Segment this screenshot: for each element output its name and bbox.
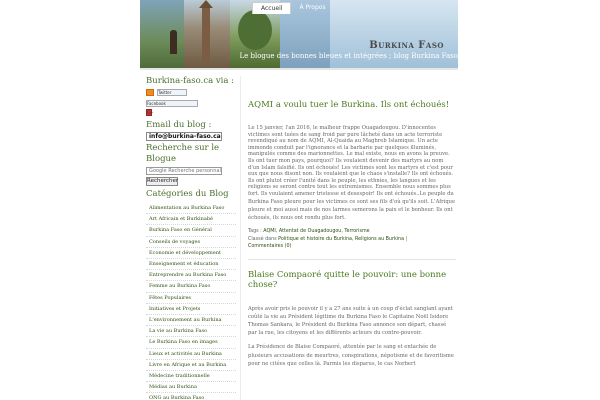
- category-item[interactable]: Initiatives et Projets: [146, 304, 236, 315]
- post-categories[interactable]: Politique et histoire du Burkina, Religions au Burkina: [278, 236, 405, 242]
- category-item[interactable]: Médecine traditionnelle: [146, 371, 236, 382]
- tags-label: Tags :: [248, 229, 262, 235]
- post-title[interactable]: AQMI a voulu tuer le Burkina. Ils ont échoués!: [248, 100, 450, 110]
- category-item[interactable]: Fêtes Populaires: [146, 293, 236, 304]
- header-photo-landscape: [140, 0, 184, 68]
- category-item[interactable]: Lieux et activités au Burkina: [146, 349, 236, 360]
- category-item[interactable]: Entreprendre au Burkina Faso: [146, 270, 236, 281]
- church-tower: [202, 6, 210, 62]
- google-plus-icon[interactable]: G+: [147, 110, 154, 115]
- tab-a-propos[interactable]: À Propos: [299, 4, 326, 11]
- category-item[interactable]: Le Burkina Faso en images: [146, 337, 236, 348]
- post-meta: Tags : AQMI, Attentat de Ouagadougou, Terrorisme Classé dans Politique et histoire du Burkina, Religions au Burkina | Commentaires (0): [248, 229, 408, 250]
- category-item[interactable]: Conseils de voyages: [146, 237, 236, 248]
- post-title[interactable]: Blaise Compaoré quitte le pouvoir: une bonne chose?: [248, 269, 447, 291]
- category-item[interactable]: Alimentation au Burkina Faso: [146, 203, 236, 214]
- email-heading: Email du blog :: [146, 120, 212, 130]
- header-photo-church: [184, 0, 230, 68]
- site-title[interactable]: Burkina Faso: [369, 40, 444, 51]
- search-input[interactable]: [146, 167, 222, 175]
- category-item[interactable]: L'environnement au Burkina: [146, 315, 236, 326]
- post-paragraph: Après avoir pris le pouvoir il y a 27 ans suite à un coup d'éclat sanglant ayant coûté la vie au Président légitime du Burkina Faso le Capitaine Noël Isidore Thomas Sankara, le Président du Burkina Faso annonce son départ, chassé par la rue, les citoyens et les différents acteurs du contre-pouvoir.: [248, 305, 453, 337]
- post-body-continued: Burkina Faso pleure pour les victimes ce sont ses fils d'où qu'ils soit. L'Afrique pleure et moi aussi mais de nos larmes semerons la paix et le bonheur. Ils ont échoués, ils nous ont rendu plus fort.: [248, 198, 456, 221]
- category-item[interactable]: Livre en Afrique et au Burkina: [146, 360, 236, 371]
- follow-heading: Burkina-faso.ca via :: [146, 76, 234, 86]
- category-item[interactable]: Enseignement et éducation: [146, 259, 236, 270]
- post-paragraph: La Présidence de Blaise Compaoré, attentée par le sang et entachée de plusieurs accusations de meurtres, conspirations, népotisme et de favoritisme pour ne citées que celles là. Parmis les disparus, le cas Norbert: [248, 344, 454, 367]
- category-item[interactable]: Femme au Burkina Faso: [146, 281, 236, 292]
- category-item[interactable]: Médias au Burkina: [146, 382, 236, 393]
- tree-shape: [238, 10, 272, 50]
- tab-accueil[interactable]: Accueil: [252, 2, 291, 14]
- twitter-badge[interactable]: Twitter: [157, 89, 187, 96]
- post: [248, 270, 456, 368]
- nav-tabs: [252, 2, 334, 14]
- category-item[interactable]: Burkina Faso en Général: [146, 225, 236, 236]
- search-heading: Recherche sur le Blogue: [146, 143, 220, 164]
- category-item[interactable]: ONG au Burkina Faso: [146, 393, 236, 400]
- category-item[interactable]: Art Africain et Burkinabé: [146, 214, 236, 225]
- post: [248, 100, 456, 251]
- classed-label: Classé dans: [248, 236, 277, 242]
- header-divider: [140, 68, 458, 70]
- column-divider: [240, 76, 241, 400]
- sidebar: [146, 76, 236, 400]
- rss-icon[interactable]: [146, 89, 154, 96]
- post-tags[interactable]: AQMI, Attentat de Ouagadougou, Terrorisme: [263, 229, 370, 235]
- person-figure: [170, 30, 177, 54]
- categories-heading: Catégories du Blog: [146, 189, 229, 199]
- category-item[interactable]: Economie et développement: [146, 248, 236, 259]
- categories-list: [146, 203, 236, 400]
- main-content: [248, 100, 456, 400]
- search-button[interactable]: Rechercher: [147, 178, 179, 184]
- site-tagline: Le blogue des bonnes bleues et intégrées ; blog Burkina Faso: [239, 52, 458, 60]
- email-address[interactable]: info@burkina-faso.ca: [146, 132, 222, 141]
- category-item[interactable]: La vie au Burkina Faso: [146, 326, 236, 337]
- comments-link[interactable]: Commentaires (0): [248, 244, 292, 250]
- post-divider: [248, 259, 456, 260]
- post-body: Le 15 janvier, l'an 2016, le malheur frappe Ouagadougou. D'innocentes victimes sont tuées de sang froid par pure lâcheté dans un acte terroriste revendiqué au nom de AQMI, Al-Quaida au Maghreb Islamique. Un acte immonde conduit par l'ignorance et la barbarie par quelques illuminés, manipulés comme des marionnettes. Le mal existe, nous en avons la preuve. Ils ont tuer mon pays, pourquoi? Ils voulaient devenir des martyrs au nom d'un Islam falsifié. Ils ont échoués! Les victimes sont les martyrs et c'est pour eux que nous disont non. Ils voulaient que le chaos s'installe? Ils ont échoués. Ils ont plutot créer l'unité dans le peuple, les ethnies, les langues et les religions se seront contre tout les extremismes. Ensemble nous sommes plus fort. Ils voulaient amener tristesse et desespoir! Ils ont échoués..Le peuple du: [248, 125, 454, 197]
- facebook-badge[interactable]: Facebook: [146, 100, 198, 107]
